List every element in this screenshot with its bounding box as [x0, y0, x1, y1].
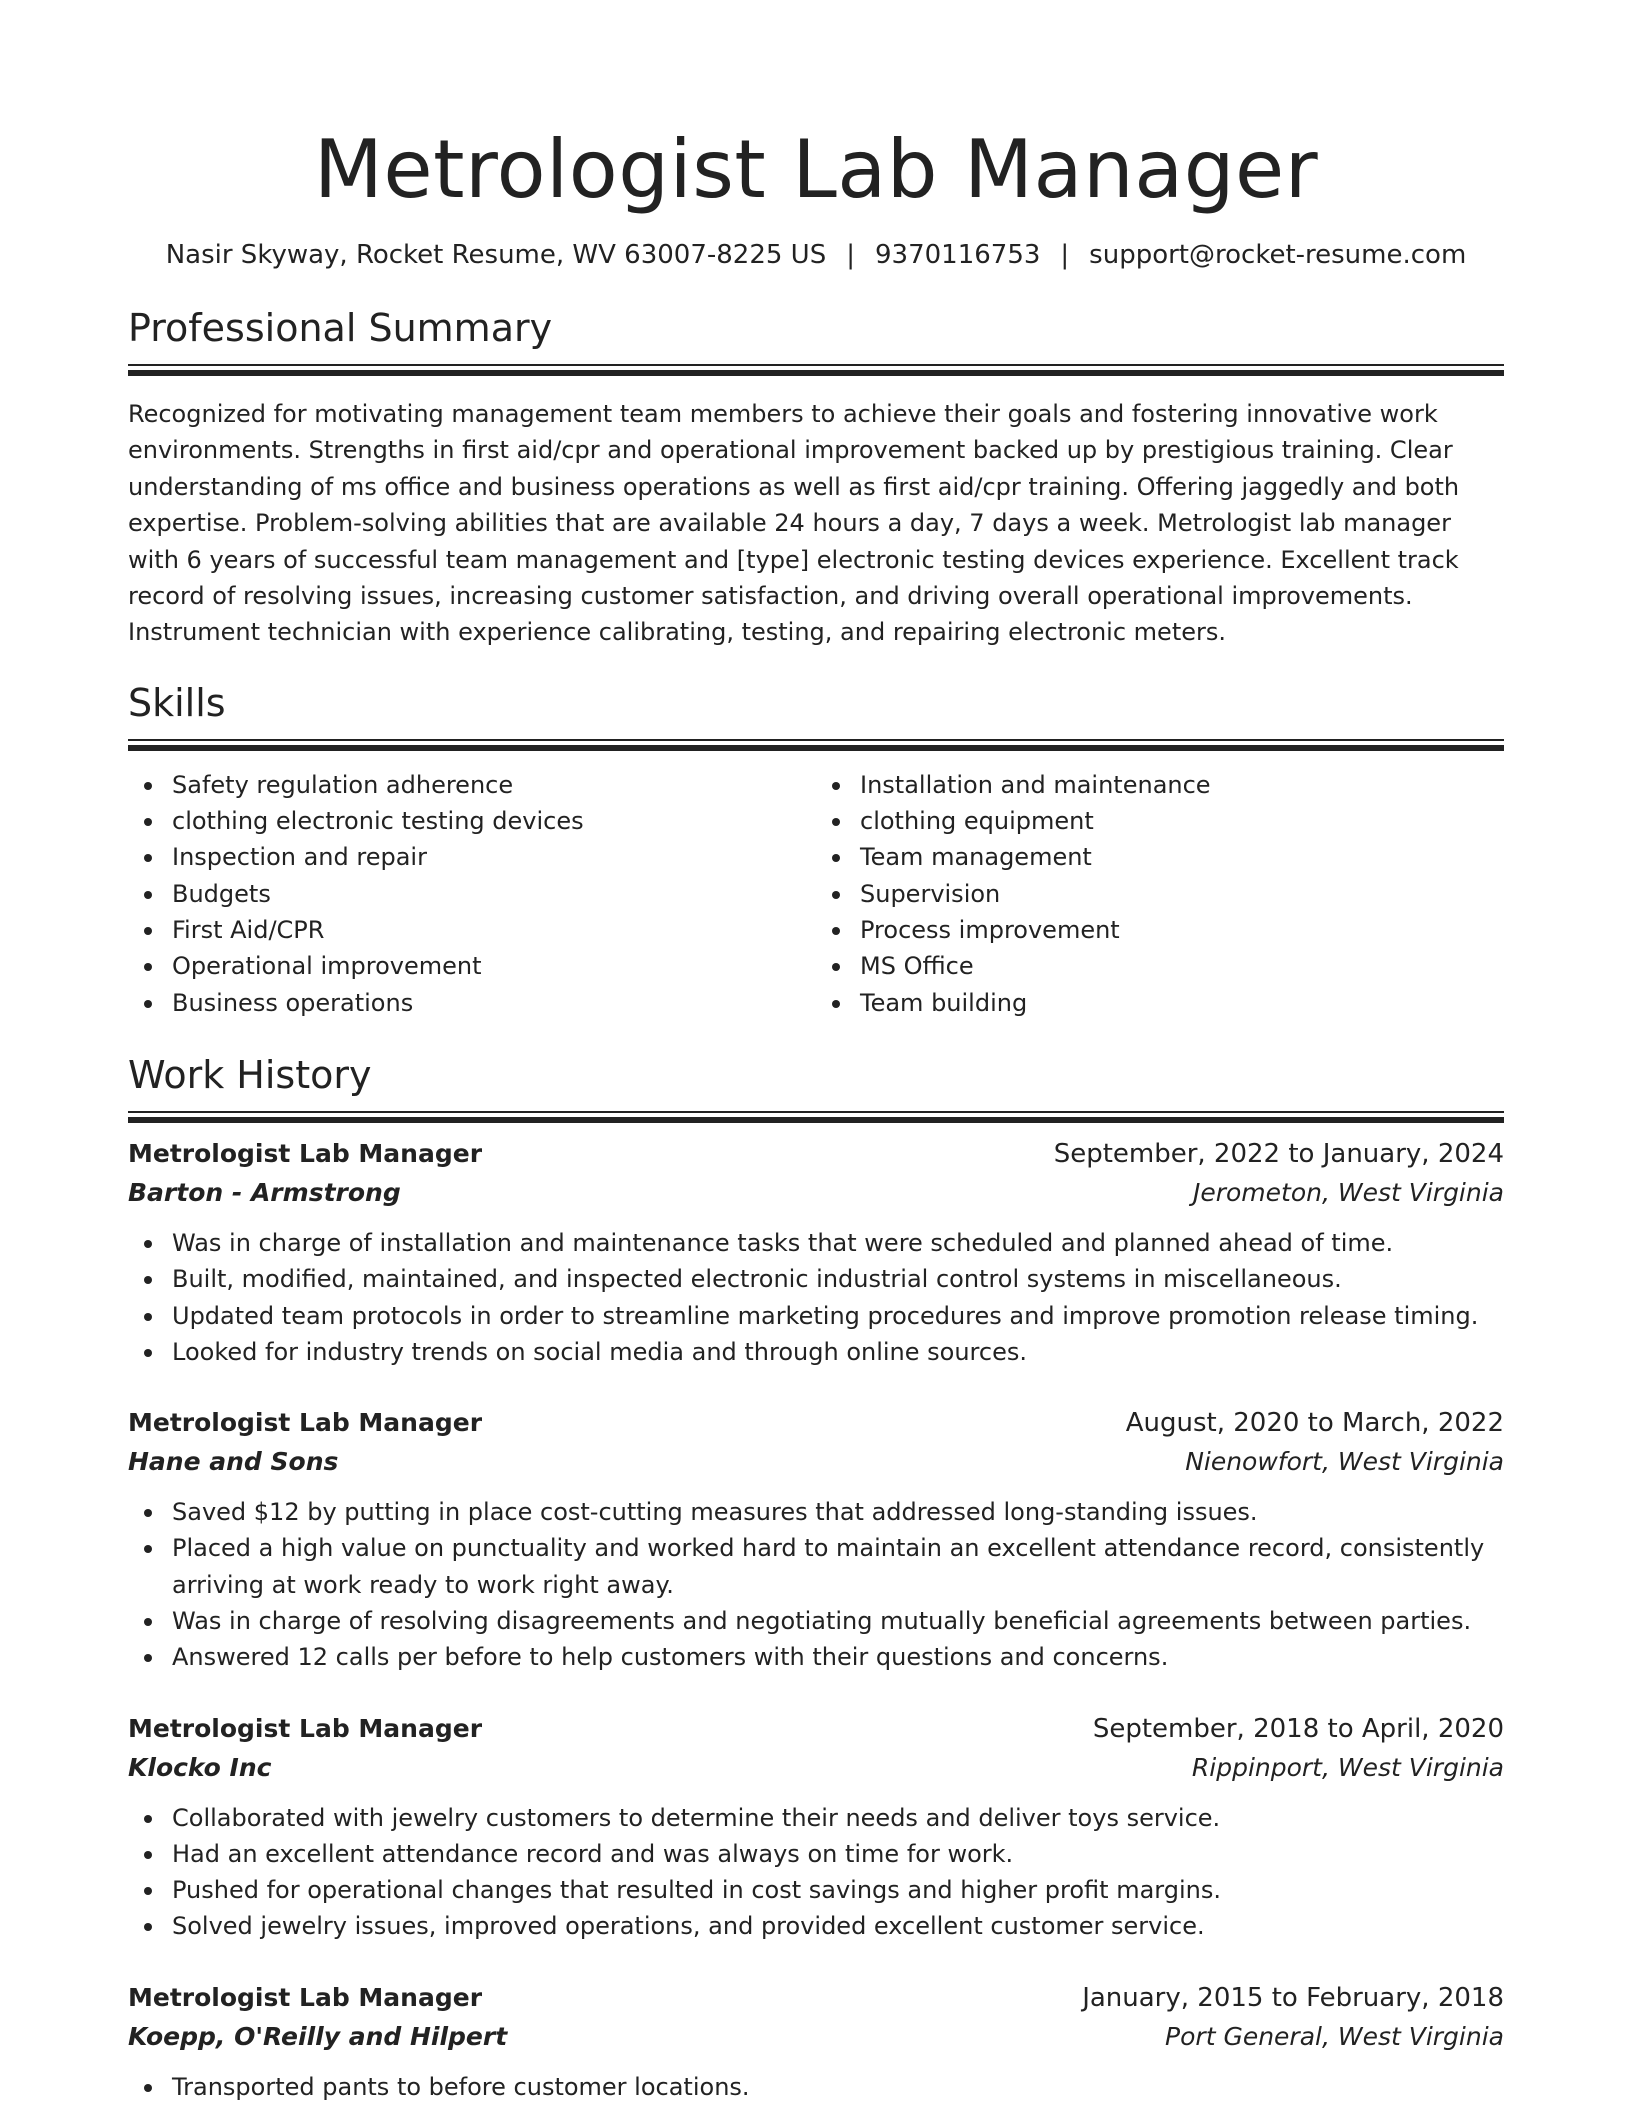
skill-item: clothing equipment	[860, 803, 1504, 839]
skills-grid	[128, 767, 1504, 1021]
job-bullets	[128, 1800, 1504, 1945]
job-bullets	[128, 2069, 1504, 2105]
skills-column-left	[128, 767, 816, 1021]
job-bullets	[128, 1225, 1504, 1370]
job-bullet: Pushed for operational changes that resulted in cost savings and higher profit margins.	[172, 1872, 1504, 1908]
job-company: Koepp, O'Reilly and Hilpert	[128, 2021, 508, 2051]
skill-item: First Aid/CPR	[172, 912, 816, 948]
job-entry	[128, 1404, 1504, 1675]
contact-separator: |	[846, 240, 855, 270]
job-bullet: Had an excellent attendance record and was always on time for work.	[172, 1836, 1504, 1872]
skill-item: Business operations	[172, 985, 816, 1021]
contact-address: Nasir Skyway, Rocket Resume, WV 63007-8225 US	[165, 240, 827, 270]
section-title-skills: Skills	[128, 680, 226, 725]
skill-item: Operational improvement	[172, 948, 816, 984]
skill-item: Inspection and repair	[172, 839, 816, 875]
job-bullet: Looked for industry trends on social media and through online sources.	[172, 1334, 1504, 1370]
job-subheader	[128, 1173, 1504, 1213]
job-bullet: Solved jewelry issues, improved operations, and provided excellent customer service.	[172, 1908, 1504, 1944]
job-title: Metrologist Lab Manager	[128, 1713, 483, 1743]
job-bullet: Answered 12 calls per before to help customers with their questions and concerns.	[172, 1639, 1504, 1675]
section-divider	[128, 1111, 1504, 1117]
contact-separator: |	[1060, 240, 1070, 270]
job-entry	[128, 1135, 1504, 1370]
job-subheader	[128, 2017, 1504, 2057]
job-bullet: Was in charge of installation and maintenance tasks that were scheduled and planned ahead of time.	[172, 1225, 1504, 1261]
job-bullet: Built, modified, maintained, and inspected electronic industrial control systems in miscellaneous.	[172, 1261, 1504, 1297]
summary-section	[128, 304, 1504, 651]
job-location: Jerometon, West Virginia	[1192, 1177, 1504, 1207]
job-location: Rippinport, West Virginia	[1191, 1752, 1504, 1782]
contact-email: support@rocket-resume.com	[1089, 240, 1467, 270]
job-header	[128, 1135, 1504, 1173]
job-subheader	[128, 1748, 1504, 1788]
job-company: Hane and Sons	[128, 1447, 339, 1477]
job-bullet: Transported pants to before customer locations.	[172, 2069, 1504, 2105]
job-dates: September, 2018 to April, 2020	[1092, 1713, 1504, 1744]
job-header	[128, 1979, 1504, 2017]
job-bullet: Updated team protocols in order to streamline marketing procedures and improve promotion release timing.	[172, 1298, 1504, 1334]
job-title: Metrologist Lab Manager	[128, 1408, 483, 1438]
job-bullet: Saved $12 by putting in place cost-cutting measures that addressed long-standing issues.	[172, 1494, 1504, 1530]
job-bullet: Collaborated with jewelry customers to determine their needs and deliver toys service.	[172, 1800, 1504, 1836]
job-list	[128, 1135, 1504, 2105]
job-entry	[128, 1979, 1504, 2105]
skill-item: MS Office	[860, 948, 1504, 984]
job-subheader	[128, 1442, 1504, 1482]
work-history-section	[128, 1051, 1504, 2105]
job-dates: September, 2022 to January, 2024	[1053, 1138, 1504, 1169]
resume-page	[128, 0, 1504, 2105]
skill-item: Installation and maintenance	[860, 767, 1504, 803]
job-entry	[128, 1710, 1504, 1945]
skills-section	[128, 679, 1504, 1021]
summary-text: Recognized for motivating management team members to achieve their goals and fostering innovative work environments. Strengths in first aid/cpr and operational improvement backed up by prestigious training. Clear understanding of ms office and business operations as well as first aid/cpr training. Offering jaggedly and both expertise. Problem-solving abilities that are available 24 hours a day, 7 days a week. Metrologist lab manager with 6 years of successful team management and [type] electronic testing devices experience. Excellent track record of resolving issues, increasing customer satisfaction, and driving overall operational improvements. Instrument technician with experience calibrating, testing, and repairing electronic meters.	[128, 400, 1460, 647]
job-bullets	[128, 1494, 1504, 1675]
job-title: Metrologist Lab Manager	[128, 1982, 483, 2012]
section-title-summary: Professional Summary	[128, 306, 553, 350]
section-title-work-history: Work History	[128, 1052, 372, 1097]
section-divider	[128, 739, 1504, 745]
skill-item: Budgets	[172, 876, 816, 912]
skill-item: clothing electronic testing devices	[172, 803, 816, 839]
job-company: Barton - Armstrong	[128, 1177, 401, 1207]
section-divider	[128, 364, 1504, 370]
job-dates: August, 2020 to March, 2022	[1125, 1408, 1504, 1439]
job-bullet: Placed a high value on punctuality and worked hard to maintain an excellent attendance record, consistently arriving at work ready to work right away.	[172, 1530, 1504, 1603]
job-bullet: Was in charge of resolving disagreements and negotiating mutually beneficial agreements between parties.	[172, 1603, 1504, 1639]
skill-item: Process improvement	[860, 912, 1504, 948]
contact-line	[128, 238, 1504, 272]
job-dates: January, 2015 to February, 2018	[1082, 1982, 1504, 2013]
job-location: Port General, West Virginia	[1165, 2021, 1504, 2051]
job-location: Nienowfort, West Virginia	[1185, 1447, 1504, 1477]
skill-item: Safety regulation adherence	[172, 767, 816, 803]
job-header	[128, 1404, 1504, 1442]
resume-name: Metrologist Lab Manager	[313, 123, 1319, 216]
job-header	[128, 1710, 1504, 1748]
job-title: Metrologist Lab Manager	[128, 1138, 483, 1168]
job-company: Klocko Inc	[128, 1752, 272, 1782]
skills-column-right	[816, 767, 1504, 1021]
skill-item: Team management	[860, 839, 1504, 875]
skill-item: Team building	[860, 985, 1504, 1021]
contact-phone: 9370116753	[874, 240, 1041, 270]
skill-item: Supervision	[860, 876, 1504, 912]
